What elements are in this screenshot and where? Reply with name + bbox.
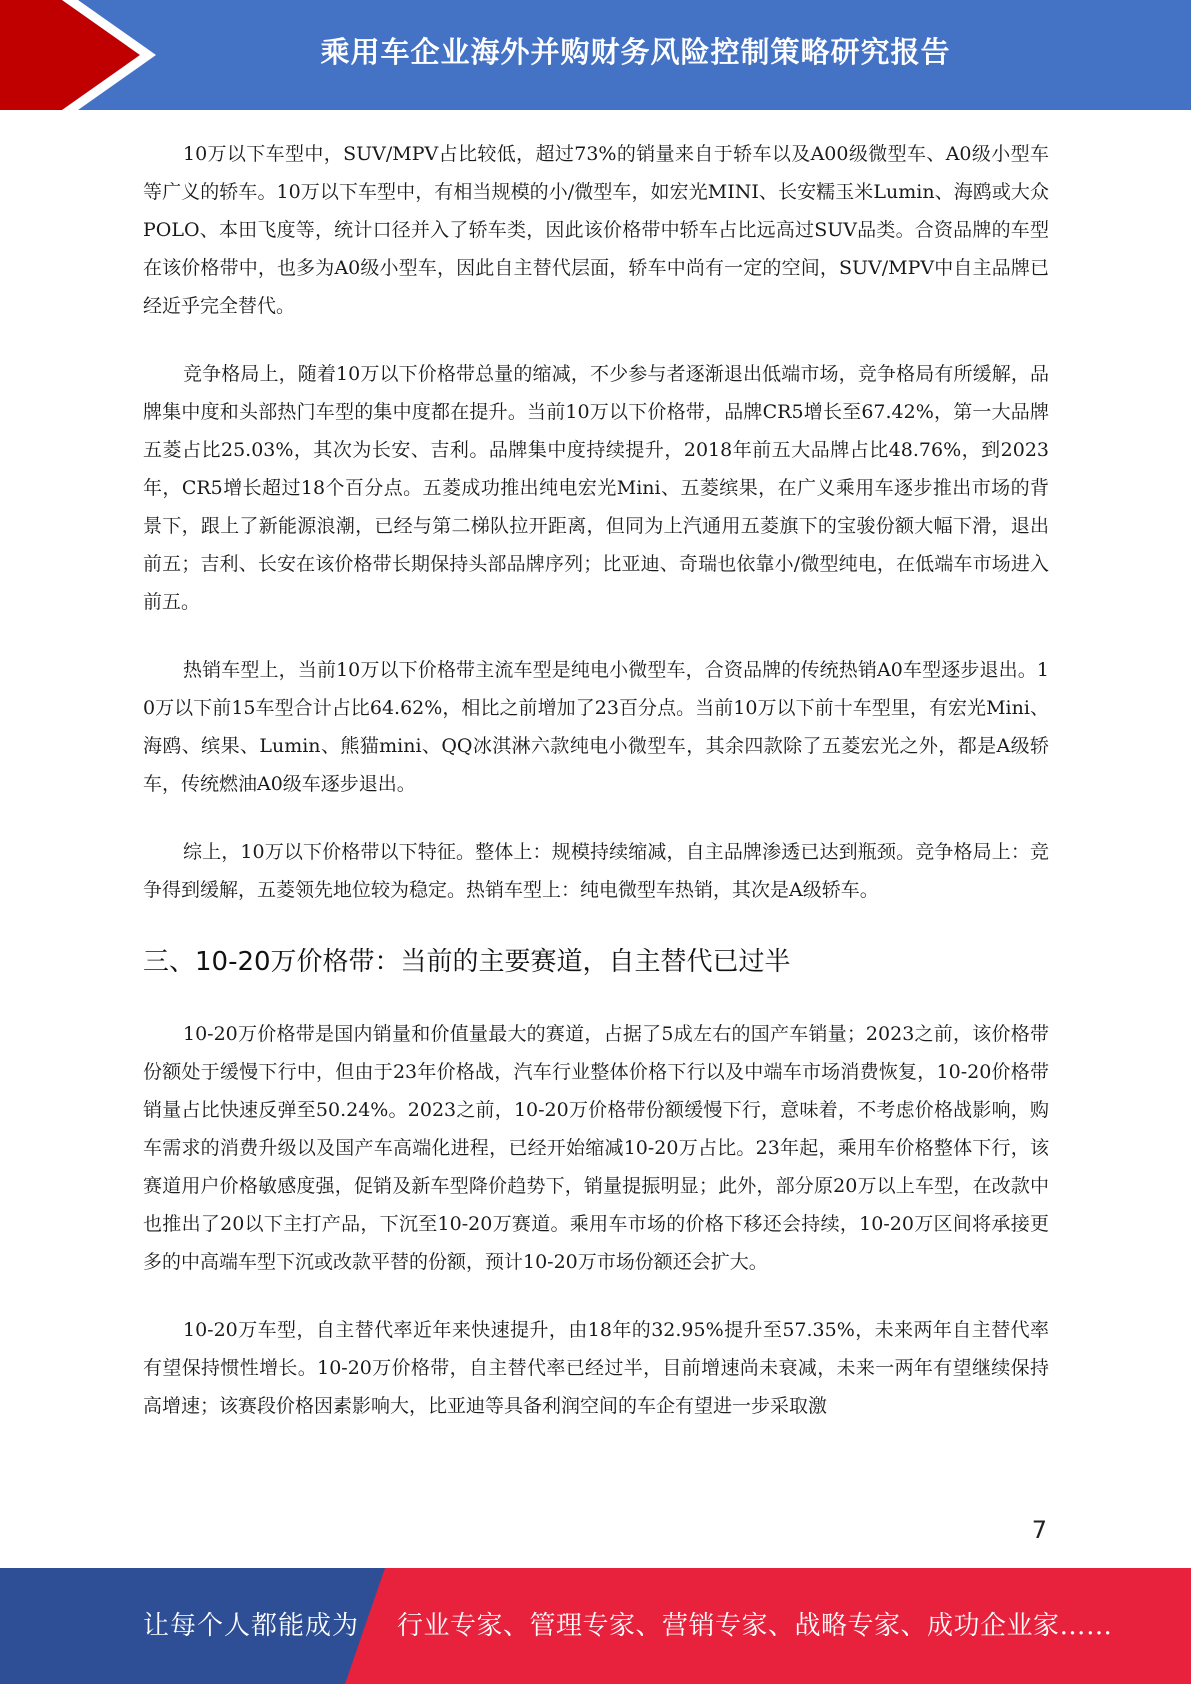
paragraph: 10-20万车型，自主替代率近年来快速提升，由18年的32.95%提升至57.35%，未来两年自主替代率有望保持惯性增长。10-20万价格带，自主替代率已经过半，目前增速尚未衰减，未来一两年有望继续保持高增速；该赛段价格因素影响大，比亚迪等具备利润空间的车企有望进一步采取激 [143,1319,1049,1417]
footer-slogan-right: 行业专家、管理专家、营销专家、战略专家、成功企业家…… [397,1611,1113,1641]
paragraph: 热销车型上，当前10万以下价格带主流车型是纯电小微型车，合资品牌的传统热销A0车型逐步退出。10万以下前15车型合计占比64.62%，相比之前增加了23百分点。当前10万以下前十车型里，有宏光Mini、海鸥、缤果、Lumin、熊猫mini、QQ冰淇淋六款纯电小微型车，其余四款除了五菱宏光之外，都是A级轿车，传统燃油A0级车逐步退出。 [143,659,1049,795]
paragraph: 综上，10万以下价格带以下特征。整体上：规模持续缩减，自主品牌渗透已达到瓶颈。竞争格局上：竞争得到缓解，五菱领先地位较为稳定。热销车型上：纯电微型车热销，其次是A级轿车。 [143,841,1049,901]
page-header [0,0,1191,110]
paragraph: 竞争格局上，随着10万以下价格带总量的缩减，不少参与者逐渐退出低端市场，竞争格局有所缓解，品牌集中度和头部热门车型的集中度都在提升。当前10万以下价格带，品牌CR5增长至67.42%，第一大品牌五菱占比25.03%，其次为长安、吉利。品牌集中度持续提升，2018年前五大品牌占比48.76%，到2023年，CR5增长超过18个百分点。五菱成功推出纯电宏光Mini、五菱缤果，在广义乘用车逐步推出市场的背景下，跟上了新能源浪潮，已经与第二梯队拉开距离，但同为上汽通用五菱旗下的宝骏份额大幅下滑，退出前五；吉利、长安在该价格带长期保持头部品牌序列；比亚迪、奇瑞也依靠小/微型纯电，在低端车市场进入前五。 [143,363,1049,613]
footer-slogan-left: 让每个人都能成为 [143,1611,360,1641]
section-heading: 三、10-20万价格带：当前的主要赛道，自主替代已过半 [143,947,791,977]
page-number: 7 [1031,1516,1047,1544]
paragraph: 10-20万价格带是国内销量和价值量最大的赛道，占据了5成左右的国产车销量；2023之前，该价格带份额处于缓慢下行中，但由于23年价格战，汽车行业整体价格下行以及中端车市场消费恢复，10-20价格带销量占比快速反弹至50.24%。2023之前，10-20万价格带份额缓慢下行，意味着，不考虑价格战影响，购车需求的消费升级以及国产车高端化进程，已经开始缩减10-20万占比。23年起，乘用车价格整体下行，该赛道用户价格敏感度强，促销及新车型降价趋势下，销量提振明显；此外，部分原20万以上车型，在改款中也推出了20以下主打产品，下沉至10-20万赛道。乘用车市场的价格下移还会持续，10-20万区间将承接更多的中高端车型下沉或改款平替的份额，预计10-20万市场份额还会扩大。 [143,1023,1049,1273]
report-title: 乘用车企业海外并购财务风险控制策略研究报告 [320,35,951,69]
page-footer [0,1568,1191,1684]
page-body [143,135,1049,1455]
paragraph: 10万以下车型中，SUV/MPV占比较低，超过73%的销量来自于轿车以及A00级微型车、A0级小型车等广义的轿车。10万以下车型中，有相当规模的小/微型车，如宏光MINI、长安糯玉米Lumin、海鸥或大众POLO、本田飞度等，统计口径并入了轿车类，因此该价格带中轿车占比远高过SUV品类。合资品牌的车型在该价格带中，也多为A0级小型车，因此自主替代层面，轿车中尚有一定的空间，SUV/MPV中自主品牌已经近乎完全替代。 [143,143,1049,317]
